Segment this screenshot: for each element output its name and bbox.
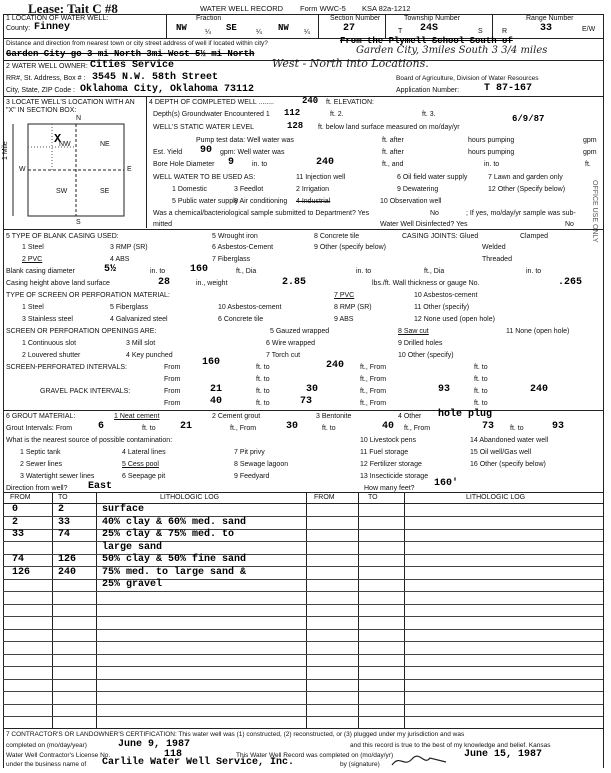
log-row-to: 33 <box>58 517 71 528</box>
gravel-from-3-label: From <box>164 400 181 407</box>
log-row-line <box>3 579 603 580</box>
casing-weight-label: in., weight <box>196 280 228 287</box>
range-label: Range Number <box>526 15 574 22</box>
log-row-line <box>3 716 603 717</box>
log-title-right: LITHOLOGIC LOG <box>466 494 526 501</box>
log-row-from: 33 <box>12 529 25 540</box>
screen-11[interactable]: 11 Other (specify) <box>414 304 470 311</box>
pump-after-2: ft. after <box>382 149 404 156</box>
well-location-x-mark: X <box>54 132 62 146</box>
gravel-from-1-label: From <box>164 388 181 395</box>
contam-5-cess-pool[interactable]: 5 Cess pool <box>122 461 159 468</box>
gravel-from-1: 21 <box>210 384 223 395</box>
use-3[interactable]: 3 Feedlot <box>234 186 264 193</box>
county-label: County: <box>6 25 31 32</box>
range-r: R <box>502 28 508 35</box>
grout-to-2-label: ft. to <box>322 425 336 432</box>
log-row-description: 75% med. to large sand & <box>102 567 247 578</box>
owner-city: Oklahoma City, Oklahoma 73112 <box>80 84 255 95</box>
direction-value: East <box>88 481 113 492</box>
bore-to: in. to <box>252 161 268 168</box>
log-row-from: 2 <box>12 517 19 528</box>
screen-1[interactable]: 1 Steel <box>22 304 44 311</box>
city-label: City, State, ZIP Code : <box>6 87 75 94</box>
groundwater-3-label: ft. 3. <box>422 111 436 118</box>
completed-date: June 9, 1987 <box>118 739 191 750</box>
use-7[interactable]: 4 Industrial <box>296 198 331 205</box>
est-yield-mid: gpm: Well water was <box>220 149 285 156</box>
joints-threaded[interactable]: Threaded <box>482 256 512 263</box>
opening-11[interactable]: 11 None (open hole) <box>506 328 570 335</box>
distance-handwritten-1: Garden City, 3miles South 3 3/4 miles <box>356 45 548 56</box>
cert-2: and this record is true to the best of my knowledge and belief. Kansas <box>350 742 551 749</box>
casing-dia-label-2: ft., Dia <box>236 268 257 275</box>
log-from-header: FROM <box>10 494 31 501</box>
opening-6[interactable]: 6 Wire wrapped <box>266 340 316 347</box>
est-yield: 90 <box>200 145 213 156</box>
opening-5[interactable]: 5 Gauzed wrapped <box>270 328 330 335</box>
log-row-line <box>3 616 603 617</box>
section-1-label: 1 LOCATION OF WATER WELL: <box>6 15 109 22</box>
contam-13[interactable]: 13 Insecticide storage <box>360 473 429 480</box>
bore-label: Bore Hole Diameter <box>153 161 215 168</box>
quarter-3: ¼ <box>304 29 310 36</box>
pump-hours-1: hours pumping <box>468 137 515 144</box>
feet-label: How many feet? <box>364 485 415 492</box>
signature-mark <box>390 754 450 768</box>
contam-7[interactable]: 7 Pit privy <box>234 449 265 456</box>
gpm-1: gpm <box>583 137 597 144</box>
chem-no[interactable]: No <box>430 210 439 217</box>
perf-to-3-label: ft. to <box>256 376 270 383</box>
joints-label: CASING JOINTS: Glued <box>402 233 479 240</box>
grout-from-3-label: ft., From <box>404 425 431 432</box>
application-number: T 87-167 <box>484 83 533 94</box>
log-row-description: 25% clay & 75% med. to <box>102 529 235 540</box>
grout-from-2: 30 <box>286 421 299 432</box>
log-row-line <box>3 666 603 667</box>
contam-15[interactable]: 15 Oil well/Gas well <box>470 449 532 456</box>
gravel-to-2-label: ft. to <box>474 388 488 395</box>
opening-8-saw-cut[interactable]: 8 Saw cut <box>398 328 429 335</box>
gravel-from-4-label: ft., From <box>360 400 387 407</box>
owner-address: 3545 N.W. 58th Street <box>92 72 219 83</box>
section-6-label: 6 GROUT MATERIAL: <box>6 413 76 420</box>
section-number: 27 <box>343 23 356 34</box>
casing-4[interactable]: 4 ABS <box>110 256 130 263</box>
log-row-line <box>3 629 603 630</box>
bore-in-to: in. to <box>484 161 500 168</box>
grout-3[interactable]: 3 Bentonite <box>316 413 352 420</box>
casing-dia-label-3: ft., Dia <box>424 268 445 275</box>
log-row-to: 2 <box>58 504 65 515</box>
casing-1[interactable]: 1 Steel <box>22 244 44 251</box>
elevation-label: ft. ELEVATION: <box>326 99 374 106</box>
static-level: 128 <box>287 121 304 131</box>
lease-title: Lease: Tait C #8 <box>28 1 118 16</box>
opening-4[interactable]: 4 Key punched <box>126 352 173 359</box>
casing-depth: 160 <box>190 264 209 275</box>
use-4[interactable]: 8 Air conditioning <box>234 198 288 205</box>
wall-gauge: .265 <box>558 277 583 288</box>
log-title-left: LITHOLOGIC LOG <box>160 494 220 501</box>
gravel-pack-label: GRAVEL PACK INTERVALS: <box>40 388 131 395</box>
log-row-description: 40% clay & 60% med. sand <box>102 517 247 528</box>
wall-thickness-label: lbs./ft. Wall thickness or gauge No. <box>372 280 480 287</box>
completed-depth: 240 <box>302 96 319 106</box>
grout-from-2-label: ft., From <box>230 425 257 432</box>
license-number: 118 <box>164 749 183 760</box>
contam-3[interactable]: 3 Watertight sewer lines <box>20 473 95 480</box>
joints-welded[interactable]: Welded <box>482 244 506 251</box>
section-4-label: 4 DEPTH OF COMPLETED WELL ........ <box>149 99 275 106</box>
gpm-2: gpm <box>583 149 597 156</box>
contam-4[interactable]: 4 Lateral lines <box>122 449 166 456</box>
log-row-from: 74 <box>12 554 25 565</box>
casing-5[interactable]: 5 Wrought iron <box>212 233 258 240</box>
opening-1[interactable]: 1 Continuous slot <box>22 340 77 347</box>
screen-material-label: TYPE OF SCREEN OR PERFORATION MATERIAL: <box>6 292 170 299</box>
log-row-description: 25% gravel <box>102 579 163 590</box>
log-row-line <box>3 604 603 605</box>
gravel-to-4-label: ft. to <box>474 400 488 407</box>
contam-16[interactable]: 16 Other (specify below) <box>470 461 546 468</box>
bore-and: ft., and <box>382 161 404 168</box>
bore-diameter: 9 <box>228 157 235 168</box>
use-6[interactable]: 2 Irrigation <box>296 186 330 193</box>
township-t: T <box>398 28 403 35</box>
bore-depth: 240 <box>316 157 335 168</box>
board-label: Board of Agriculture, Division of Water Resources <box>396 75 539 82</box>
openings-label: SCREEN OR PERFORATION OPENINGS ARE: <box>6 328 157 335</box>
opening-9[interactable]: 9 Drilled holes <box>398 340 443 347</box>
section-7-cert: 7 CONTRACTOR'S OR LANDOWNER'S CERTIFICATION: This water well was (1) constructed, (2) reconstructed, or (3) plugged under my jurisdiction and was <box>6 731 465 738</box>
distance-label: Distance and direction from nearest town or city street address of well if located within city? <box>6 40 268 47</box>
screen-5-ph[interactable]: 10 Asbestos-cement <box>218 304 282 311</box>
fraction-3: NW <box>278 23 289 33</box>
perf-to-2-label: ft. to <box>474 364 488 371</box>
grout-intervals-label: Grout Intervals: From <box>6 425 73 432</box>
contam-9[interactable]: 9 Feedyard <box>234 473 270 480</box>
gravel-to-1-label: ft. to <box>256 388 270 395</box>
measured-date: 6/9/87 <box>512 114 545 124</box>
perf-intervals-label: SCREEN-PERFORATED INTERVALS: <box>6 364 127 371</box>
grout-from-3: 73 <box>482 421 495 432</box>
township-s: S <box>478 28 483 35</box>
grout-from-1: 6 <box>98 421 105 432</box>
chem-tail: ; If yes, mo/day/yr sample was sub- <box>466 210 576 217</box>
ksa-number: KSA 82a-1212 <box>362 4 411 13</box>
screen-8[interactable]: 8 RMP (SR) <box>334 304 372 311</box>
perf-from-1: 160 <box>202 357 221 368</box>
casing-diameter-to: in. to <box>150 268 166 275</box>
groundwater-2-label: ft. 2. <box>330 111 344 118</box>
gravel-to-3-label: ft. to <box>256 400 270 407</box>
use-9[interactable]: 9 Dewatering <box>397 186 439 193</box>
screen-9[interactable]: 9 ABS <box>334 316 354 323</box>
signature-label: by (signature) <box>340 761 380 768</box>
record-completed-date: June 15, 1987 <box>464 749 543 760</box>
owner-name: Cities Service <box>90 60 175 71</box>
casing-weight: 2.85 <box>282 277 307 288</box>
opening-3[interactable]: 3 Mill slot <box>126 340 156 347</box>
form-number: Form WWC-5 <box>300 4 346 13</box>
bore-ft: ft. <box>585 161 591 168</box>
screen-12[interactable]: 12 None used (open hole) <box>414 316 495 323</box>
fraction-1: NW <box>176 23 187 33</box>
log-row-description: surface <box>102 504 145 515</box>
log-row-line <box>3 704 603 705</box>
nw-quadrant-label: NW <box>59 141 71 148</box>
quarter-1: ¼ <box>205 29 211 36</box>
log-row-from: 126 <box>12 567 31 578</box>
log-row-line <box>3 516 603 517</box>
perf-from-1-label: From <box>164 364 181 371</box>
perf-from-3-label: From <box>164 376 181 383</box>
log-row-description: 50% clay & 50% fine sand <box>102 554 247 565</box>
groundwater-1: 112 <box>284 108 301 118</box>
opening-2[interactable]: 2 Louvered shutter <box>22 352 81 359</box>
log-from-header-right: FROM <box>314 494 335 501</box>
se-quadrant-label: SE <box>100 188 110 195</box>
log-row-line <box>3 679 603 680</box>
grout-to-3: 93 <box>552 421 565 432</box>
static-level-label: WELL'S STATIC WATER LEVEL <box>153 124 255 131</box>
opening-10[interactable]: 10 Other (specify) <box>398 352 454 359</box>
log-row-to: 74 <box>58 529 71 540</box>
distance-handwritten-2: West - North into Locations. <box>272 57 429 70</box>
gravel-to-3: 73 <box>300 396 313 407</box>
distance-typed-2: Garden City go 3 mi North 3mi West 5½ mi North <box>6 49 255 59</box>
township-label: Township Number <box>404 15 461 22</box>
fraction-2: SE <box>226 23 237 33</box>
screen-3[interactable]: 5 Fiberglass <box>110 304 149 311</box>
casing-diameter: 5½ <box>104 264 117 275</box>
joints-clamped[interactable]: Clamped <box>520 233 549 240</box>
casing-to-2: in. to <box>356 268 372 275</box>
casing-8[interactable]: 8 Concrete tile <box>314 233 360 240</box>
application-label: Application Number: <box>396 87 460 94</box>
use-8[interactable]: 6 Oil field water supply <box>397 174 468 181</box>
perf-to-4-label: ft. to <box>474 376 488 383</box>
use-1[interactable]: 1 Domestic <box>172 186 208 193</box>
casing-2-pvc[interactable]: 2 PVC <box>22 256 43 263</box>
perf-to-1: 240 <box>326 360 345 371</box>
address-label: RR#, St. Address, Box # : <box>6 75 86 82</box>
grout-to-1: 21 <box>180 421 193 432</box>
grout-to-1-label: ft. to <box>142 425 156 432</box>
perf-from-2-label: ft., From <box>360 364 387 371</box>
casing-3[interactable]: 3 RMP (SR) <box>110 244 148 251</box>
range-value: 33 <box>540 23 553 34</box>
section-location-box[interactable] <box>12 118 142 222</box>
log-to-header: TO <box>58 494 68 501</box>
log-row-from: 0 <box>12 504 19 515</box>
record-completed-label: This Water Well Record was completed on (mo/day/yr) <box>236 752 394 759</box>
county-value: Finney <box>34 22 71 33</box>
perf-to-1-label: ft. to <box>256 364 270 371</box>
log-row-line <box>3 654 603 655</box>
north-label: N <box>76 115 82 122</box>
casing-6[interactable]: 6 Asbestos-Cement <box>212 244 274 251</box>
business-label: under the business name of <box>6 761 87 768</box>
log-row-line <box>3 566 603 567</box>
township-value: 24S <box>420 23 439 34</box>
screen-6[interactable]: 6 Concrete tile <box>218 316 264 323</box>
casing-7[interactable]: 7 Fiberglass <box>212 256 251 263</box>
license-label: Water Well Contractor's License No. <box>6 752 111 759</box>
use-12[interactable]: 12 Other (Specify below) <box>488 186 566 193</box>
contam-12[interactable]: 12 Fertilizer storage <box>360 461 422 468</box>
use-2[interactable]: 5 Public water supply <box>172 198 239 205</box>
perf-from-4-label: ft., From <box>360 376 387 383</box>
screen-4[interactable]: 4 Galvanized steel <box>110 316 168 323</box>
east-label: E <box>127 166 132 173</box>
opening-7[interactable]: 7 Torch cut <box>266 352 301 359</box>
business-name: Carlile Water Well Service, Inc. <box>102 757 295 768</box>
quarter-2: ¼ <box>256 29 262 36</box>
screen-10[interactable]: 10 Asbestos-cement <box>414 292 478 299</box>
casing-9[interactable]: 9 Other (specify below) <box>314 244 386 251</box>
grout-2[interactable]: 2 Cement grout <box>212 413 261 420</box>
feet-value: 160' <box>434 478 459 489</box>
mitted-label: mitted <box>153 221 173 228</box>
use-10[interactable]: 10 Observation well <box>380 198 442 205</box>
pump-test-label: Pump test data: Well water was <box>196 137 294 144</box>
gravel-from-3: 40 <box>210 396 223 407</box>
completed-label: completed on (mo/day/year) <box>6 742 87 749</box>
groundwater-label: Depth(s) Groundwater Encountered 1 <box>153 111 270 118</box>
disinfected-label: Water Well Disinfected? Yes <box>380 221 468 228</box>
gravel-to-2: 240 <box>530 384 549 395</box>
screen-2[interactable]: 3 Stainless steel <box>22 316 73 323</box>
screen-7-pvc[interactable]: 7 PVC <box>334 292 355 299</box>
contamination-label: What is the nearest source of possible contamination: <box>6 437 173 444</box>
ne-quadrant-label: NE <box>100 141 110 148</box>
contam-1[interactable]: 1 Septic tank <box>20 449 61 456</box>
sw-quadrant-label: SW <box>56 188 68 195</box>
grout-to-2: 40 <box>382 421 395 432</box>
grout-4[interactable]: 4 Other <box>398 413 422 420</box>
direction-label: Direction from well? <box>6 485 68 492</box>
fraction-label: Fraction <box>196 15 222 22</box>
pump-hours-2: hours pumping <box>468 149 515 156</box>
pump-after-1: ft. after <box>382 137 404 144</box>
grout-1-neat-cement[interactable]: 1 Neat cement <box>114 413 160 420</box>
contam-2[interactable]: 2 Sewer lines <box>20 461 63 468</box>
log-row-line <box>3 554 603 555</box>
casing-height: 28 <box>158 277 171 288</box>
disinfected-no[interactable]: No <box>565 221 574 228</box>
log-to-header-right: TO <box>368 494 378 501</box>
range-ew: E/W <box>582 26 596 33</box>
gravel-from-2: 93 <box>438 384 451 395</box>
mile-label: 1 Mile <box>2 141 9 160</box>
section-5-label: 5 TYPE OF BLANK CASING USED: <box>6 233 119 240</box>
contam-6[interactable]: 6 Seepage pit <box>122 473 166 480</box>
log-row-to: 126 <box>58 554 77 565</box>
chem-sample-label: Was a chemical/bacteriological sample submitted to Department? Yes <box>153 210 370 217</box>
section-2-label: 2 WATER WELL OWNER: <box>6 63 88 70</box>
use-label: WELL WATER TO BE USED AS: <box>153 174 256 181</box>
west-label: W <box>19 166 26 173</box>
static-level-suffix: ft. below land surface measured on mo/day/yr <box>318 124 460 131</box>
grout-to-3-label: ft. to <box>510 425 524 432</box>
grout-other: hole plug <box>438 409 493 420</box>
form-title: WATER WELL RECORD <box>200 4 284 13</box>
contam-14[interactable]: 14 Abandoned water well <box>470 437 549 444</box>
casing-to-3: in. to <box>526 268 542 275</box>
contam-8[interactable]: 8 Sewage lagoon <box>234 461 289 468</box>
gravel-from-2-label: ft., From <box>360 388 387 395</box>
distance-typed-1: From the Plymell School South of <box>340 36 513 46</box>
log-row-line <box>3 691 603 692</box>
casing-diameter-label: Blank casing diameter <box>6 268 75 275</box>
log-row-to: 240 <box>58 567 77 578</box>
est-yield-label: Est. Yield <box>153 149 183 156</box>
log-row-description: large sand <box>102 542 163 553</box>
section-3-label: 3 LOCATE WELL'S LOCATION WITH AN "X" IN SECTION BOX: <box>6 99 135 114</box>
contam-10[interactable]: 10 Livestock pens <box>360 437 417 444</box>
use-5[interactable]: 11 Injection well <box>296 174 346 181</box>
gravel-to-1: 30 <box>306 384 319 395</box>
casing-height-label: Casing height above land surface <box>6 280 110 287</box>
use-11[interactable]: 7 Lawn and garden only <box>488 174 563 181</box>
section-number-label: Section Number <box>330 15 381 22</box>
log-row-line <box>3 529 603 530</box>
contam-11[interactable]: 11 Fuel storage <box>360 449 409 456</box>
office-use-label: OFFICE USE ONLY <box>591 180 598 243</box>
south-label: S <box>76 219 81 226</box>
log-row-line <box>3 641 603 642</box>
log-row-line <box>3 541 603 542</box>
log-row-line <box>3 591 603 592</box>
